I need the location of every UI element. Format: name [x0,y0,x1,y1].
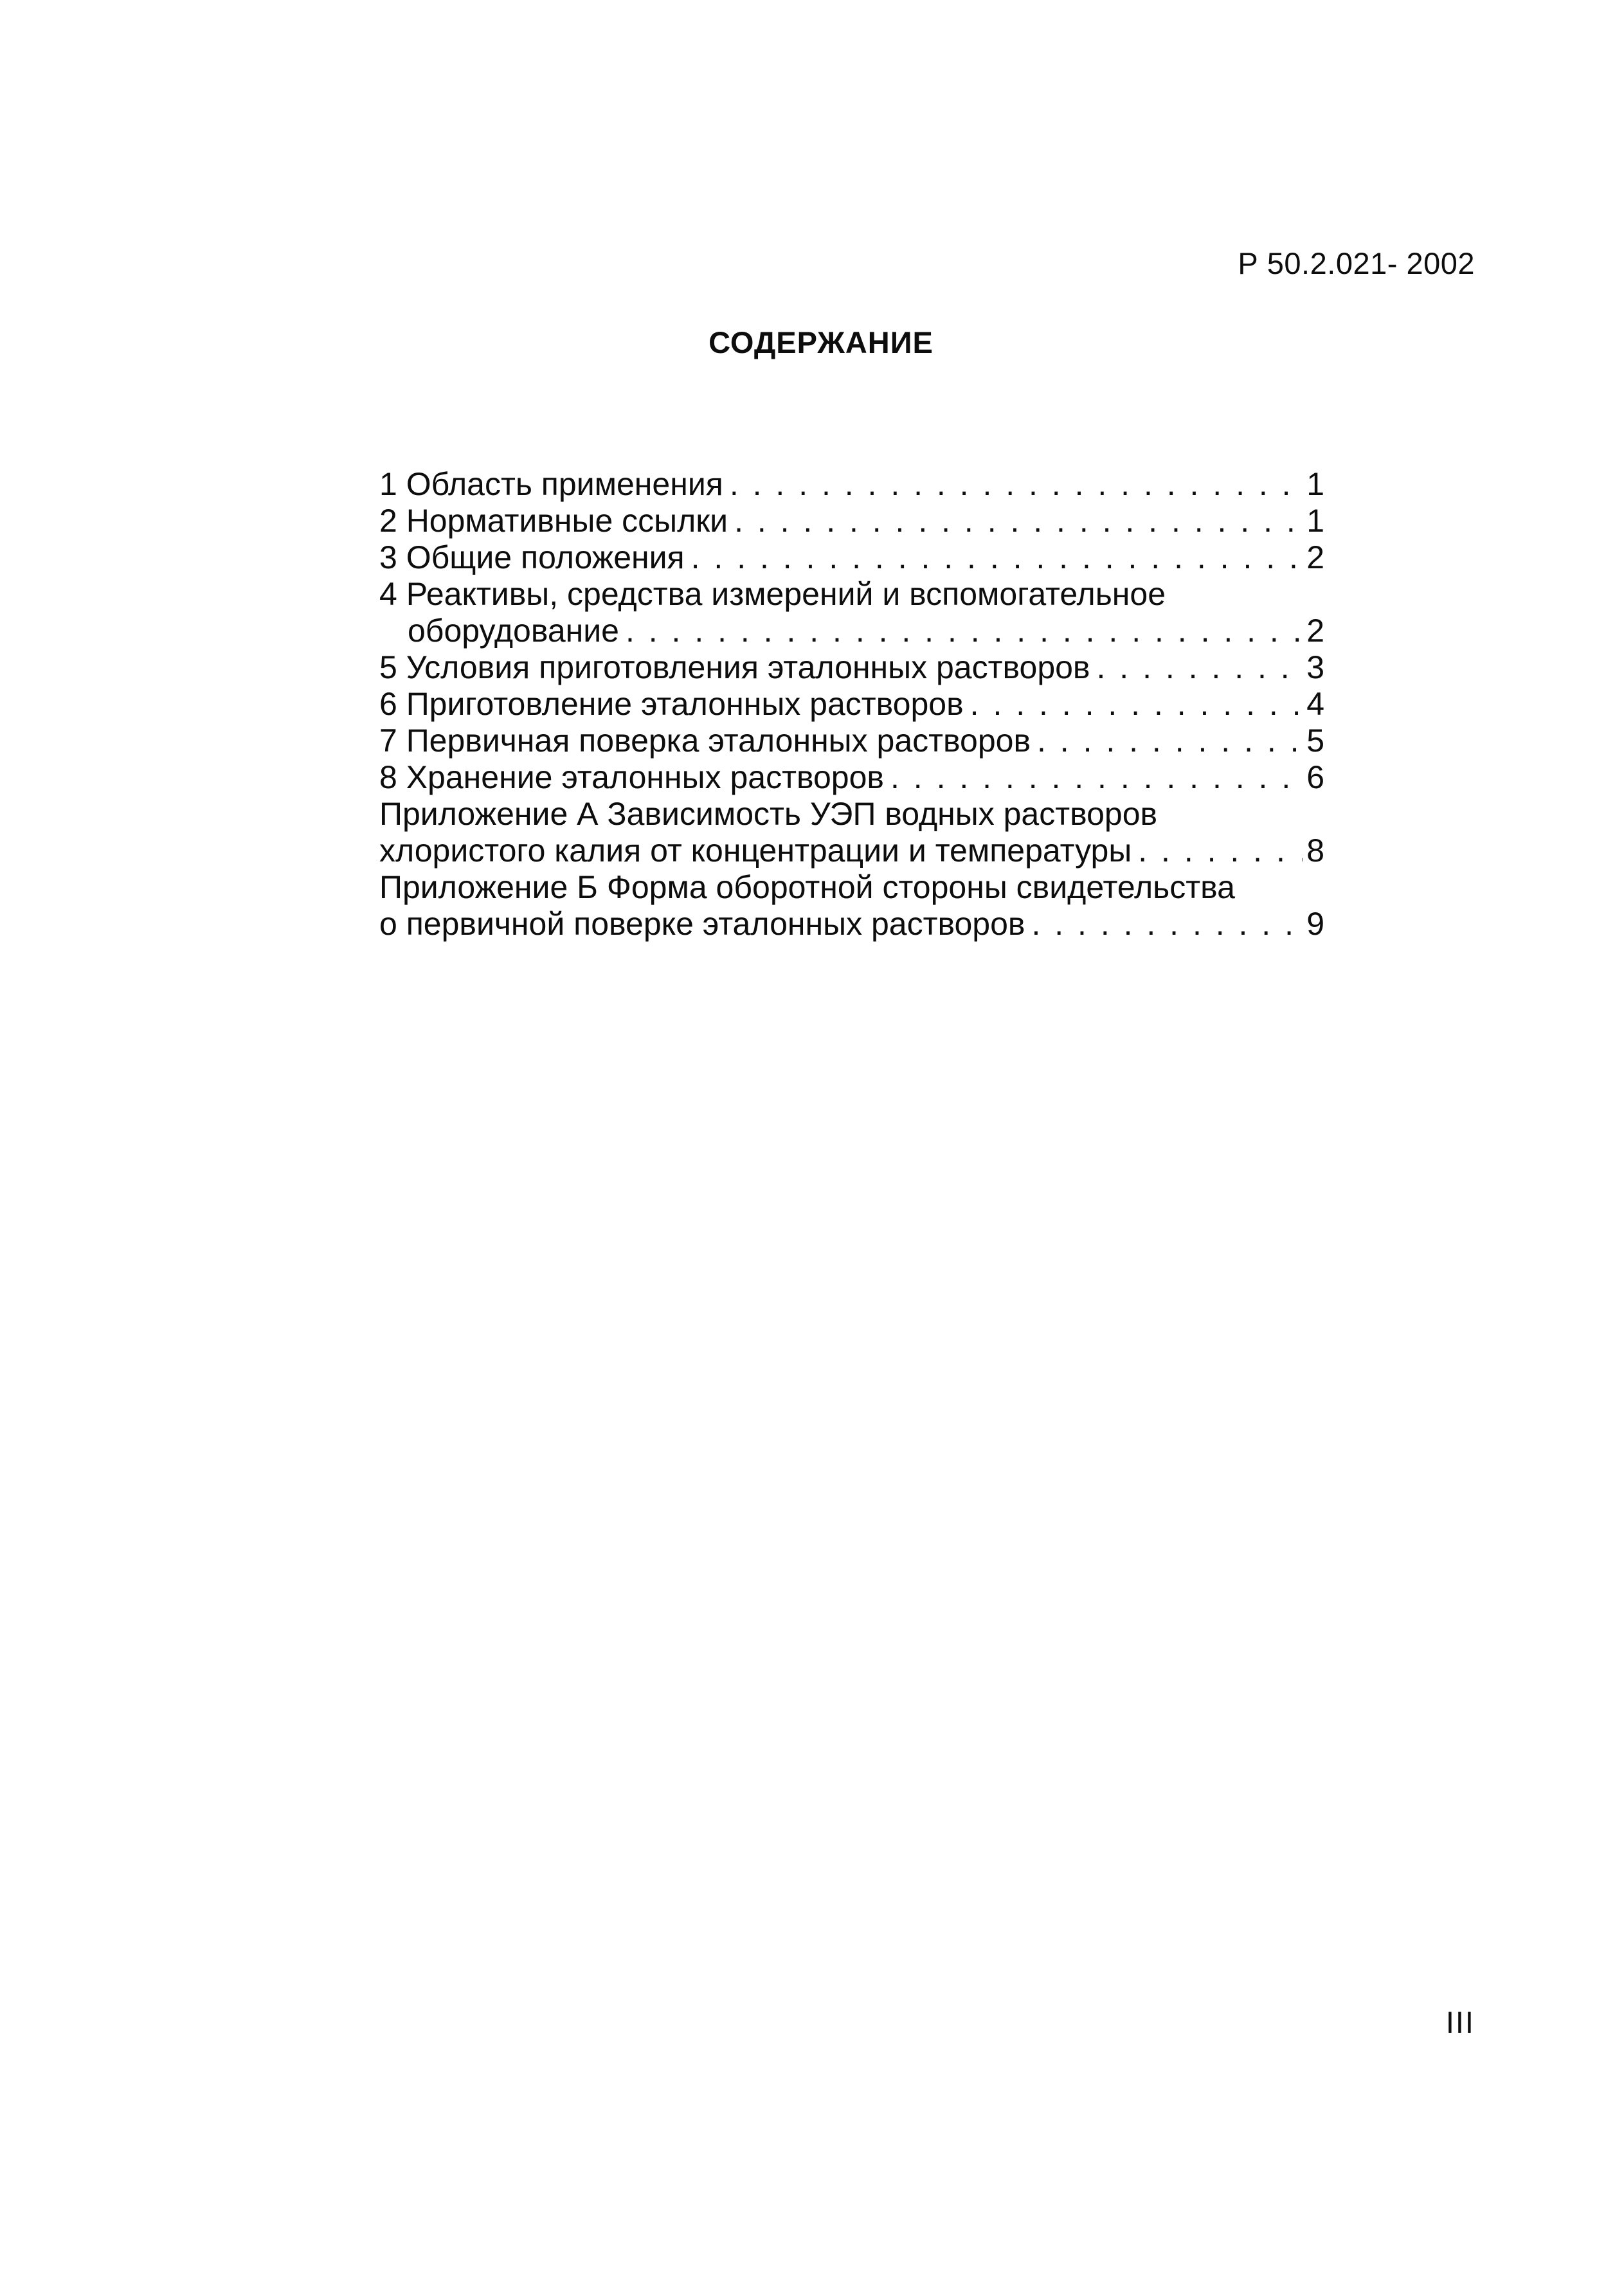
toc-entry-title: 1 Область применения [379,466,723,502]
toc-page-number: 1 [1306,466,1324,502]
toc-heading: СОДЕРЖАНИЕ [708,325,934,359]
dot-leader [730,466,1303,503]
dot-leader [626,613,1303,649]
toc-entry-8[interactable] [379,759,1324,796]
toc-entry-appendix-a[interactable] [379,796,1324,869]
dot-leader [691,539,1303,576]
toc-entry-6[interactable] [379,686,1324,723]
dot-leader [970,686,1303,723]
toc-page-number: 9 [1306,906,1324,942]
dot-leader [1097,649,1303,686]
toc-page-number: 1 [1306,503,1324,539]
toc-entry-appendix-b[interactable] [379,869,1324,942]
dot-leader [890,759,1303,796]
toc-entry-title-line-2: о первичной поверке эталонных растворов [379,906,1025,942]
page-number: III [1445,2005,1475,2039]
toc-entry-title-line-2: оборудование [408,613,619,649]
toc-entry-title: 8 Хранение эталонных растворов [379,759,884,795]
toc-page-number: 4 [1306,686,1324,722]
toc-page-number: 2 [1306,539,1324,575]
document-code: Р 50.2.021- 2002 [1238,246,1475,280]
toc-entry-7[interactable] [379,723,1324,759]
toc-page-number: 6 [1306,759,1324,795]
toc-entry-title: 7 Первичная поверка эталонных растворов [379,723,1031,759]
toc-entry-title: 5 Условия приготовления эталонных растворов [379,649,1090,685]
toc-entry-5[interactable] [379,649,1324,686]
toc-entry-title-line-1: Приложение А Зависимость УЭП водных растворов [379,796,1158,832]
toc-page-number: 5 [1306,723,1324,759]
table-of-contents [379,466,1324,942]
toc-entry-3[interactable] [379,539,1324,576]
toc-entry-title-line-1: Приложение Б Форма оборотной стороны свидетельства [379,869,1235,905]
dot-leader [1138,833,1303,869]
toc-page-number: 2 [1306,613,1324,649]
toc-entry-1[interactable] [379,466,1324,503]
toc-page-number: 8 [1306,833,1324,869]
toc-page-number: 3 [1306,649,1324,685]
toc-entry-title: 2 Нормативные ссылки [379,503,728,539]
toc-entry-title: 3 Общие положения [379,539,685,575]
toc-entry-title-line-2: хлористого калия от концентрации и температуры [379,833,1132,869]
dot-leader [1031,906,1303,942]
toc-entry-4[interactable] [379,576,1324,649]
toc-entry-2[interactable] [379,503,1324,539]
dot-leader [734,503,1303,539]
dot-leader [1037,723,1303,759]
toc-entry-title: 6 Приготовление эталонных растворов [379,686,964,722]
toc-entry-title-line-1: 4 Реактивы, средства измерений и вспомогательное [379,576,1166,612]
